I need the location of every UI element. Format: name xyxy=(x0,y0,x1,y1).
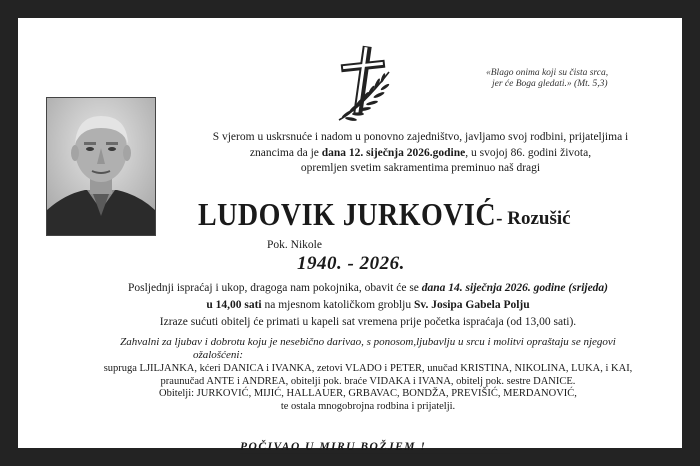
mourners-line-2: praunučad ANTE i ANDREA, obitelji pok. braće VIDAKA i IVANA, obitelj pok. sestre DANICE. xyxy=(160,375,576,387)
cross-with-palm-icon xyxy=(331,42,397,124)
obituary-card xyxy=(18,18,682,453)
intro-line-2 xyxy=(168,146,673,162)
thanks-paragraph xyxy=(58,336,678,362)
mourners-line-4: te ostala mnogobrojna rodbina i prijatelji. xyxy=(280,400,456,412)
portrait-image xyxy=(47,98,155,235)
intro-line-1: S vjerom u uskrsnuće i nadom u ponovno zajedništvo, javljamo svoj rodbini, prijateljima i xyxy=(212,131,629,143)
closing-phrase: POČIVAO U MIRU BOŽJEM ! xyxy=(240,441,510,454)
mourners-line-3: Obitelji: JURKOVIĆ, MIJIĆ, HALLAUER, GRBAVAC, BONDŽA, PREVIŠIĆ, MERDANOVIĆ, xyxy=(159,388,577,399)
cemetery-name: Sv. Josipa Gabela Polju xyxy=(413,299,530,311)
scripture-quote xyxy=(486,68,666,90)
funeral-line-2-text: na mjesnom katoličkom groblju xyxy=(261,299,414,311)
life-years: 1940. - 2026. xyxy=(297,253,405,274)
funeral-time: u 14,00 sati xyxy=(206,299,262,311)
deceased-name-row xyxy=(198,200,658,232)
thanks-line-1: Zahvalni za ljubav i dobrotu koju je nesebično darivao, s ponosom,ljubavlju u srcu i molitvi opraštaju se njegovi xyxy=(120,336,616,348)
death-date: dana 12. siječnja 2026.godine xyxy=(321,146,466,159)
intro-line-2-age: , u svojoj 86. godini života, xyxy=(465,146,592,159)
thanks-line-2: ožalošćeni: xyxy=(192,349,244,361)
deceased-nickname: - Rozušić xyxy=(496,208,571,229)
quote-line-1: «Blago onima koji su čista srca, xyxy=(486,68,609,78)
announcement-intro xyxy=(168,130,673,177)
deceased-name: LUDOVIK JURKOVIĆ xyxy=(198,198,497,233)
funeral-line-2 xyxy=(58,297,678,314)
deceased-photo xyxy=(46,97,156,236)
funeral-details xyxy=(58,280,678,331)
mourners-line-1: supruga LJILJANKA, kćeri DANICA i IVANKA, zetovi VLADO i PETER, unučad KRISTINA, NIKOLINA, LUKA, i KAI, xyxy=(103,363,633,374)
funeral-date: dana 14. siječnja 2026. godine (srijeda) xyxy=(421,282,609,294)
father-name: Pok. Nikole xyxy=(267,239,322,251)
intro-line-2-text: znancima da je xyxy=(249,146,322,159)
intro-line-3: opremljen svetim sakramentima preminuo naš dragi xyxy=(300,162,541,174)
funeral-line-3: Izraze sućuti obitelj će primati u kapeli sat vremena prije početka ispraćaja (od 13,00 sati). xyxy=(159,316,577,328)
funeral-line-1 xyxy=(58,280,678,297)
quote-line-2: jer će Boga gledati.» (Mt. 5,3) xyxy=(492,79,608,89)
funeral-line-1-text: Posljednji ispraćaj i ukop, dragoga nam pokojnika, obavit će se xyxy=(127,282,422,294)
mourners-list xyxy=(58,363,678,413)
